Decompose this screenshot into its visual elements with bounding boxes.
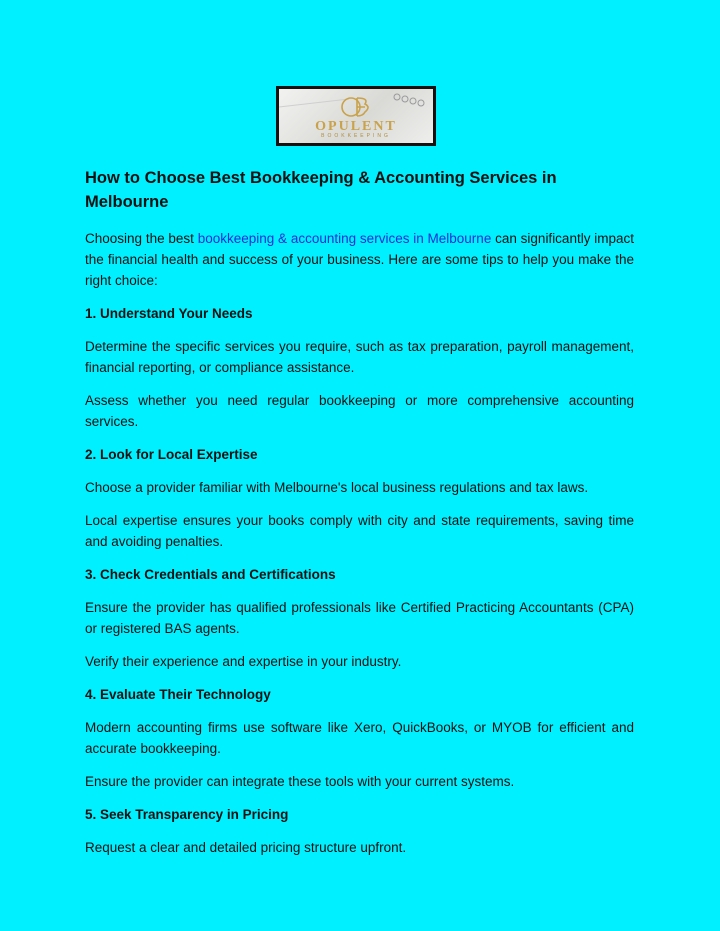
- section-paragraph: Ensure the provider has qualified professionals like Certified Practicing Accountants (CPA) or registered BAS agents.: [85, 600, 634, 636]
- section-heading: 5. Seek Transparency in Pricing: [85, 807, 289, 822]
- section-paragraph: Verify their experience and expertise in your industry.: [85, 654, 402, 669]
- section-paragraph: Local expertise ensures your books comply with city and state requirements, saving time and avoiding penalties.: [85, 513, 634, 549]
- intro-text-after: can significantly impact the financial health and success of your business. Here are some tips to help you make the right choice:: [85, 231, 635, 288]
- page-title: How to Choose Best Bookkeeping & Accounting Services in Melbourne: [85, 169, 557, 211]
- company-logo: [276, 86, 436, 146]
- section-paragraph: Determine the specific services you require, such as tax preparation, payroll management, financial reporting, or compliance assistance.: [85, 339, 634, 375]
- section-heading: 1. Understand Your Needs: [85, 306, 253, 321]
- services-link[interactable]: bookkeeping & accounting services in Melbourne: [197, 231, 492, 246]
- section-heading: 4. Evaluate Their Technology: [85, 687, 271, 702]
- article: [85, 166, 634, 870]
- section-paragraph: Modern accounting firms use software like Xero, QuickBooks, or MYOB for efficient and accurate bookkeeping.: [85, 720, 634, 756]
- intro-paragraph: [85, 228, 634, 291]
- section-paragraph: Request a clear and detailed pricing structure upfront.: [85, 840, 407, 855]
- section-heading: 3. Check Credentials and Certifications: [85, 567, 336, 582]
- logo-subtitle: BOOKKEEPING: [321, 133, 391, 139]
- section-paragraph: Choose a provider familiar with Melbourne's local business regulations and tax laws.: [85, 480, 589, 495]
- section-heading: 2. Look for Local Expertise: [85, 447, 258, 462]
- logo-image: [279, 89, 433, 143]
- section-paragraph: Ensure the provider can integrate these tools with your current systems.: [85, 774, 515, 789]
- section-paragraph: Assess whether you need regular bookkeeping or more comprehensive accounting services.: [85, 393, 634, 429]
- intro-text-before: Choosing the best: [85, 231, 198, 246]
- logo-name: OPULENT: [315, 119, 397, 134]
